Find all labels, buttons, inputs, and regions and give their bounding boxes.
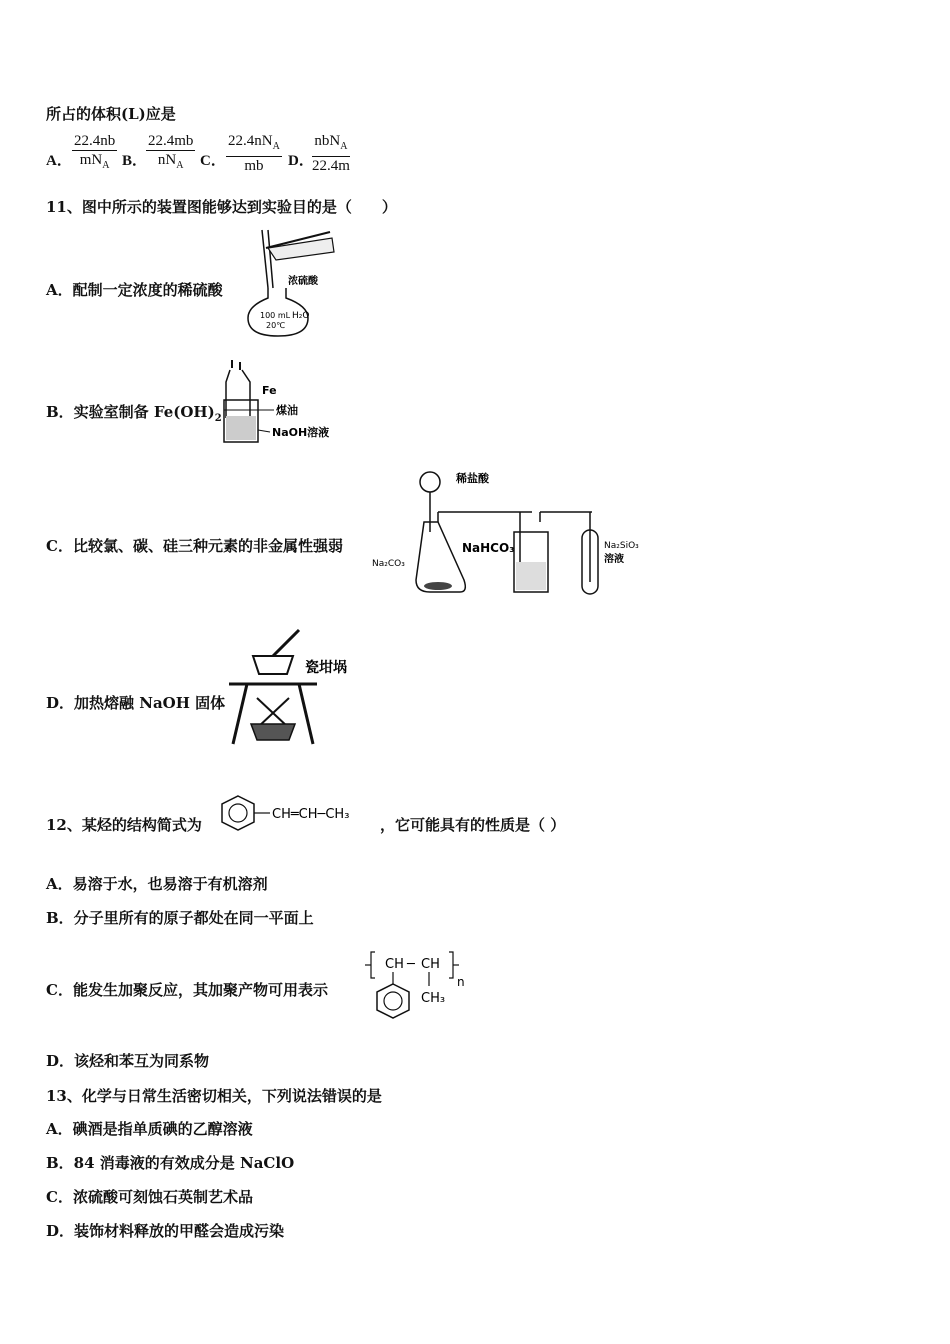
q13-option-b: B．84 消毒液的有效成分是 NaClO — [46, 1154, 295, 1172]
crucible-heating-figure — [225, 628, 375, 748]
fraction-numerator: 22.4mb — [148, 133, 194, 149]
fe-oh2-apparatus-figure — [220, 360, 340, 450]
q10-option-b-label: B． — [122, 153, 148, 169]
fraction-numerator: 22.4nb — [74, 133, 116, 149]
volumetric-flask-figure — [240, 226, 350, 341]
polymer-structure — [365, 944, 475, 1034]
naoh-solution-label: NaOH溶液 — [272, 426, 330, 439]
flask-volume-label: 100 mL — [260, 311, 291, 320]
q12-option-d: D．该烃和苯互为同系物 — [46, 1052, 210, 1070]
fraction-denominator: mb — [244, 158, 264, 174]
q12-stem-pre: 12、某烃的结构简式为 — [46, 816, 202, 834]
q10-option-b-fraction — [146, 132, 195, 175]
q10-option-a-label: A． — [46, 153, 72, 169]
q13-option-d: D．装饰材料释放的甲醛会造成污染 — [46, 1222, 285, 1240]
kerosene-label: 煤油 — [276, 404, 298, 417]
dilute-hcl-label: 稀盐酸 — [456, 472, 489, 485]
fraction-denominator: $mN_A$ — [79, 152, 110, 171]
q13-option-a: A．碘酒是指单质碘的乙醇溶液 — [46, 1120, 253, 1138]
polymer-n: n — [457, 975, 465, 989]
na2sio3-label: Na₂SiO₃ — [604, 541, 639, 551]
acidity-comparison-apparatus-figure — [372, 462, 657, 602]
styrene-derivative-structure — [216, 790, 376, 840]
na2co3-label: Na₂CO₃ — [372, 559, 405, 569]
q12-option-c: C．能发生加聚反应，其加聚产物可用表示 — [46, 981, 328, 999]
q12-option-b: B．分子里所有的原子都处在同一平面上 — [46, 909, 314, 927]
fraction-numerator: nbN$_A$ — [312, 132, 350, 157]
side-chain-label: CH═CH─CH₃ — [272, 807, 350, 822]
q10-stem-tail: 所占的体积(L)应是 — [46, 105, 176, 123]
flask-temp-label: 20℃ — [266, 321, 286, 330]
q13-option-c: C．浓硫酸可刻蚀石英制艺术品 — [46, 1188, 253, 1206]
polymer-ch-1: CH — [385, 957, 404, 972]
q10-option-d-label: D． — [288, 153, 314, 169]
polymer-ch-2: CH — [421, 957, 440, 972]
nahco3-label: NaHCO₃ — [462, 541, 515, 555]
q12-stem-post: ，它可能具有的性质是（ ） — [380, 816, 566, 834]
fe-label: Fe — [262, 384, 277, 397]
fraction-denominator: 22.4m — [312, 158, 350, 174]
q11-option-d: D．加热熔融 NaOH 固体 — [46, 694, 226, 712]
acid-label: 浓硫酸 — [288, 276, 318, 287]
polymer-bond: ─ — [407, 957, 415, 972]
q10-option-c-label: C． — [200, 153, 226, 169]
q13-stem: 13、化学与日常生活密切相关，下列说法错误的是 — [46, 1087, 382, 1105]
q10-option-a-fraction — [72, 132, 117, 175]
q12-option-a: A．易溶于水，也易溶于有机溶剂 — [46, 875, 268, 893]
q11-option-c: C．比较氯、碳、硅三种元素的非金属性强弱 — [46, 537, 343, 555]
water-label: H₂O — [292, 311, 310, 321]
q10-option-c-fraction — [226, 132, 282, 175]
q11-option-a: A．配制一定浓度的稀硫酸 — [46, 281, 223, 299]
fraction-numerator: $22.4nN_A$ — [226, 132, 282, 157]
solution-label: 溶液 — [604, 554, 624, 565]
porcelain-crucible-label: 瓷坩埚 — [305, 660, 347, 676]
polymer-ch3: CH₃ — [421, 991, 446, 1006]
fraction-denominator: $nN_A$ — [157, 152, 184, 171]
q11-stem: 11、图中所示的装置图能够达到实验目的是（ ） — [46, 198, 397, 216]
q11-option-b: B．实验室制备 $Fe(OH)_2$ — [46, 403, 222, 424]
q10-option-d-fraction — [312, 132, 350, 175]
